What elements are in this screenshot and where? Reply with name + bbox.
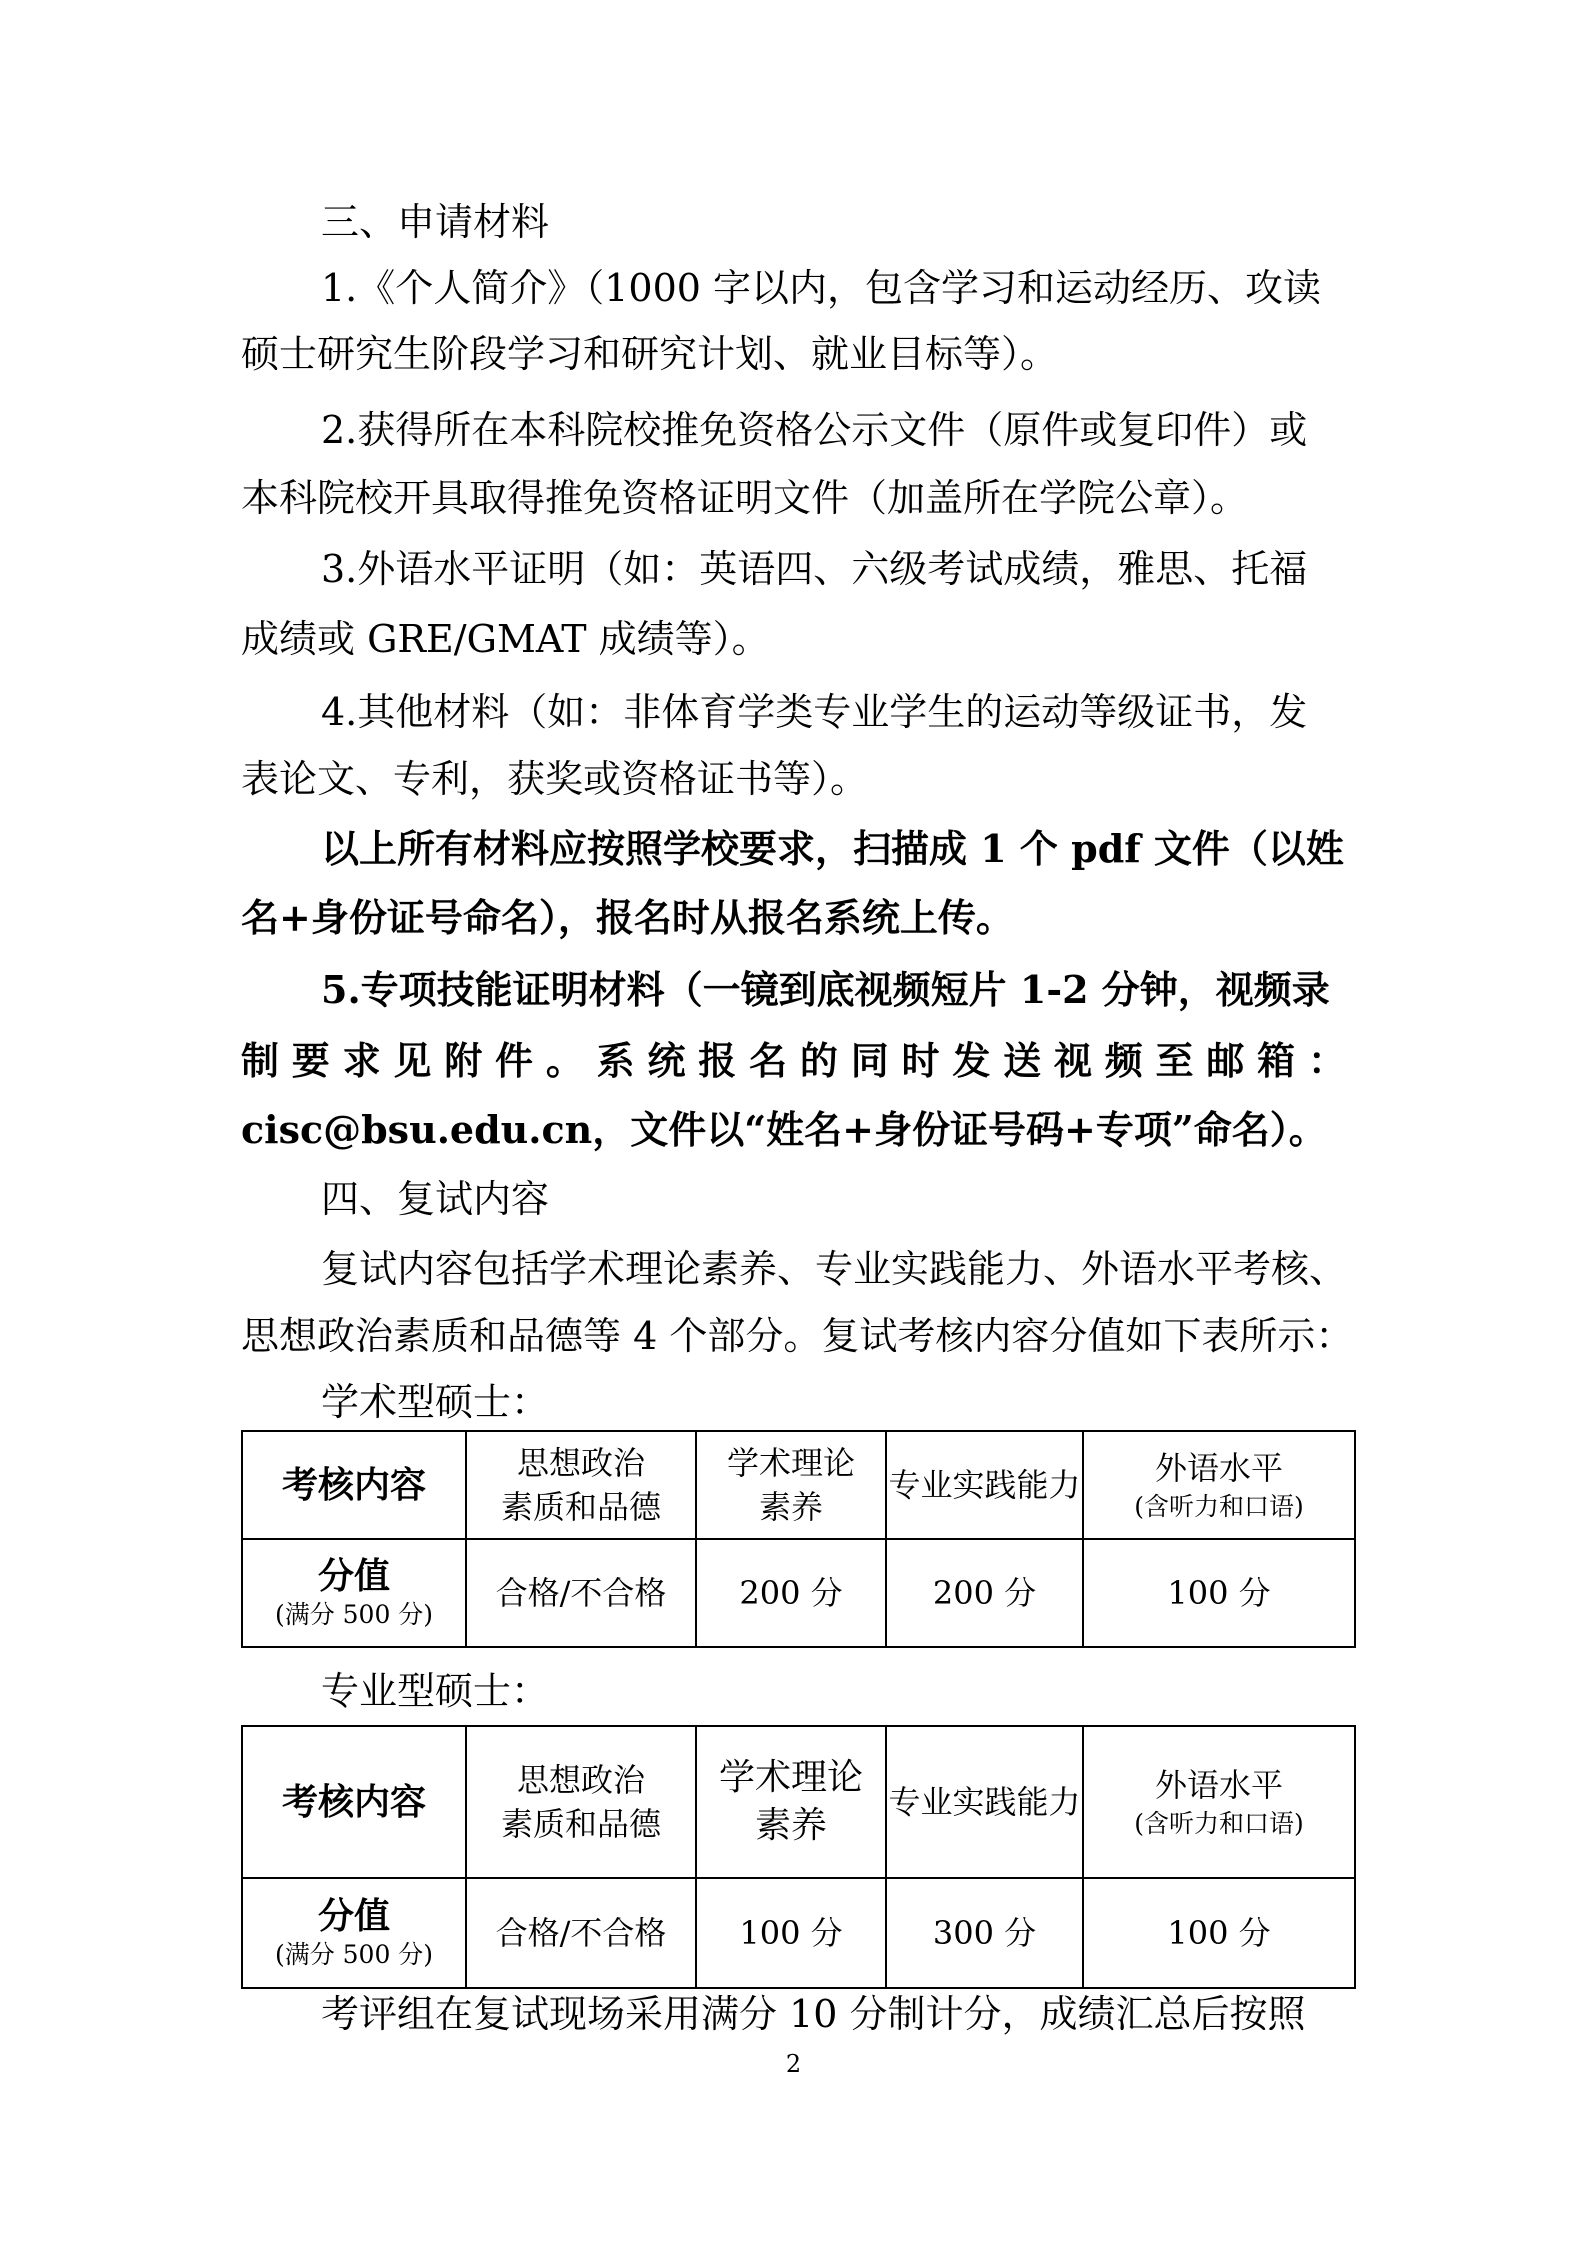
header-text: 思想政治: [516, 1761, 645, 1799]
header-text: 思想政治: [516, 1444, 645, 1482]
header-cell: [466, 1431, 696, 1539]
materials-note-line-1: 以上所有材料应按照学校要求，扫描成 1 个 pdf 文件（以姓: [321, 826, 1344, 871]
score-label: 分值: [317, 1555, 390, 1597]
section-3-heading: 三、申请材料: [321, 200, 550, 244]
table-row: [242, 1878, 1355, 1988]
item-2-line-1: 2.获得所在本科院校推免资格公示文件（原件或复印件）或: [321, 408, 1308, 452]
score-label: 分值: [317, 1895, 390, 1937]
table-cell: 200 分: [886, 1539, 1083, 1647]
header-text: 学术理论: [718, 1757, 863, 1798]
item-3-line-2: 成绩或 GRE/GMAT 成绩等）。: [241, 617, 770, 661]
header-text: 外语水平: [1154, 1766, 1283, 1804]
item-4-line-2: 表论文、专利，获奖或资格证书等）。: [241, 757, 869, 801]
table-cell: 300 分: [886, 1878, 1083, 1988]
closing-line: 考评组在复试现场采用满分 10 分制计分，成绩汇总后按照: [321, 1992, 1306, 2036]
score-label-cell: [242, 1539, 466, 1647]
table-header-row: [242, 1431, 1355, 1539]
header-text: 素养: [758, 1488, 823, 1526]
table-cell: 100 分: [696, 1878, 886, 1988]
professional-master-label: 专业型硕士：: [321, 1669, 550, 1713]
materials-note-line-2: 名+身份证号命名），报名时从报名系统上传。: [241, 895, 1014, 940]
item-4-line-1: 4.其他材料（如：非体育学类专业学生的运动等级证书，发: [321, 690, 1308, 734]
header-text: 专业实践能力: [888, 1466, 1081, 1504]
score-label-cell: [242, 1878, 466, 1988]
score-total: (满分 500 分): [274, 1940, 434, 1969]
item-3-line-1: 3.外语水平证明（如：英语四、六级考试成绩，雅思、托福: [321, 547, 1308, 591]
table-cell: 100 分: [1083, 1878, 1355, 1988]
header-cell: [1083, 1726, 1355, 1878]
table-header-row: [242, 1726, 1355, 1878]
header-text: 外语水平: [1154, 1449, 1283, 1487]
table-cell: 合格/不合格: [466, 1878, 696, 1988]
table-cell: 合格/不合格: [466, 1539, 696, 1647]
header-cell: [242, 1726, 466, 1878]
header-text: 素养: [754, 1805, 827, 1846]
header-text: 素质和品德: [500, 1488, 661, 1526]
item-1-line-1: 1.《个人简介》（1000 字以内，包含学习和运动经历、攻读: [321, 266, 1322, 310]
header-text: (含听力和口语): [1134, 1492, 1304, 1521]
header-cell: [696, 1431, 886, 1539]
item-1-line-2: 硕士研究生阶段学习和研究计划、就业目标等）。: [241, 332, 1059, 376]
header-text: 素质和品德: [500, 1805, 661, 1843]
header-cell: [886, 1431, 1083, 1539]
section-4-para-line-1: 复试内容包括学术理论素养、专业实践能力、外语水平考核、: [321, 1247, 1348, 1291]
table-row: [242, 1539, 1355, 1647]
page-number: 2: [785, 2050, 802, 2078]
item-2-line-2: 本科院校开具取得推免资格证明文件（加盖所在学院公章）。: [241, 476, 1249, 520]
header-label: 考核内容: [281, 1463, 426, 1506]
header-cell: [886, 1726, 1083, 1878]
header-cell: [1083, 1431, 1355, 1539]
header-label: 考核内容: [281, 1780, 426, 1823]
score-total: (满分 500 分): [274, 1600, 434, 1629]
academic-score-table: [241, 1430, 1356, 1648]
item-5-line-3: cisc@bsu.edu.cn，文件以“姓名+身份证号码+专项”命名）。: [241, 1107, 1327, 1152]
header-cell: [466, 1726, 696, 1878]
item-5-line-1: 5.专项技能证明材料（一镜到底视频短片 1-2 分钟，视频录: [321, 967, 1330, 1012]
academic-master-label: 学术型硕士：: [321, 1380, 550, 1424]
professional-score-table: [241, 1725, 1356, 1989]
table-cell: 100 分: [1083, 1539, 1355, 1647]
header-text: 专业实践能力: [888, 1783, 1081, 1821]
item-5-line-2: 制要求见附件。系统报名的同时发送视频至邮箱：: [241, 1038, 1346, 1083]
header-text: 学术理论: [726, 1444, 855, 1482]
header-cell: [696, 1726, 886, 1878]
table-cell: 200 分: [696, 1539, 886, 1647]
section-4-para-line-2: 思想政治素质和品德等 4 个部分。复试考核内容分值如下表所示：: [241, 1314, 1354, 1358]
header-cell: [242, 1431, 466, 1539]
header-text: (含听力和口语): [1134, 1809, 1304, 1838]
section-4-heading: 四、复试内容: [321, 1177, 550, 1221]
